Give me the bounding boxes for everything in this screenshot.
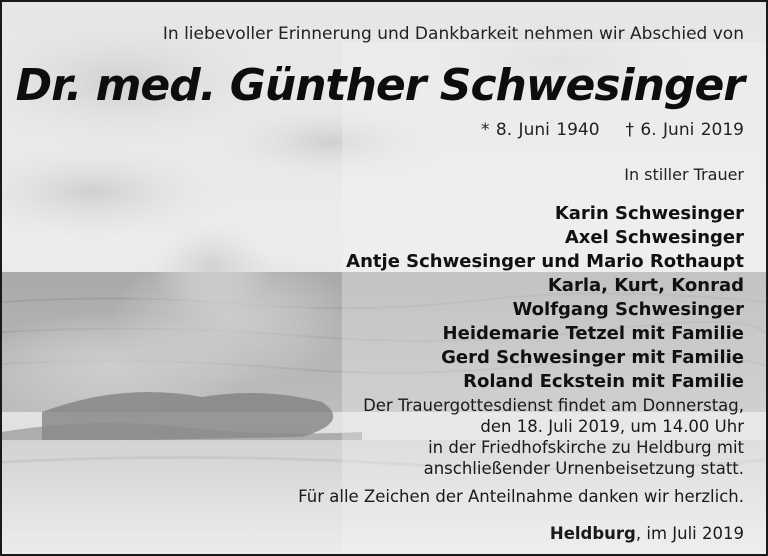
service-line: in der Friedhofskirche zu Heldburg mit <box>428 438 744 457</box>
place-name: Heldburg <box>549 524 636 543</box>
life-dates <box>481 120 744 140</box>
birth-date: * 8. Juni 1940 <box>481 120 600 140</box>
notice-date: , im Juli 2019 <box>635 524 744 543</box>
mourner-name: Heidemarie Tetzel mit Familie <box>442 323 744 344</box>
thanks-text: Für alle Zeichen der Anteilnahme danken wir herzlich. <box>298 487 744 506</box>
mourning-line: In stiller Trauer <box>624 165 744 184</box>
mourner-name: Wolfgang Schwesinger <box>512 299 744 320</box>
funeral-service-info <box>363 395 744 479</box>
place-and-date <box>550 524 744 543</box>
mourner-name: Roland Eckstein mit Familie <box>463 371 744 392</box>
service-line: den 18. Juli 2019, um 14.00 Uhr <box>480 417 744 436</box>
mourner-name: Karla, Kurt, Konrad <box>547 275 744 296</box>
deceased-name: Dr. med. Günther Schwesinger <box>15 60 744 111</box>
intro-text: In liebevoller Erinnerung und Dankbarkeit nehmen wir Abschied von <box>162 24 744 44</box>
service-line: anschließender Urnenbeisetzung statt. <box>423 459 744 478</box>
mourner-name: Axel Schwesinger <box>564 227 744 248</box>
mourner-name: Antje Schwesinger und Mario Rothaupt <box>346 251 744 272</box>
mourners-list <box>346 202 744 394</box>
death-date: † 6. Juni 2019 <box>625 120 744 140</box>
mourner-name: Karin Schwesinger <box>554 203 744 224</box>
mourner-name: Gerd Schwesinger mit Familie <box>441 347 744 368</box>
service-line: Der Trauergottesdienst findet am Donnerstag, <box>363 396 744 415</box>
